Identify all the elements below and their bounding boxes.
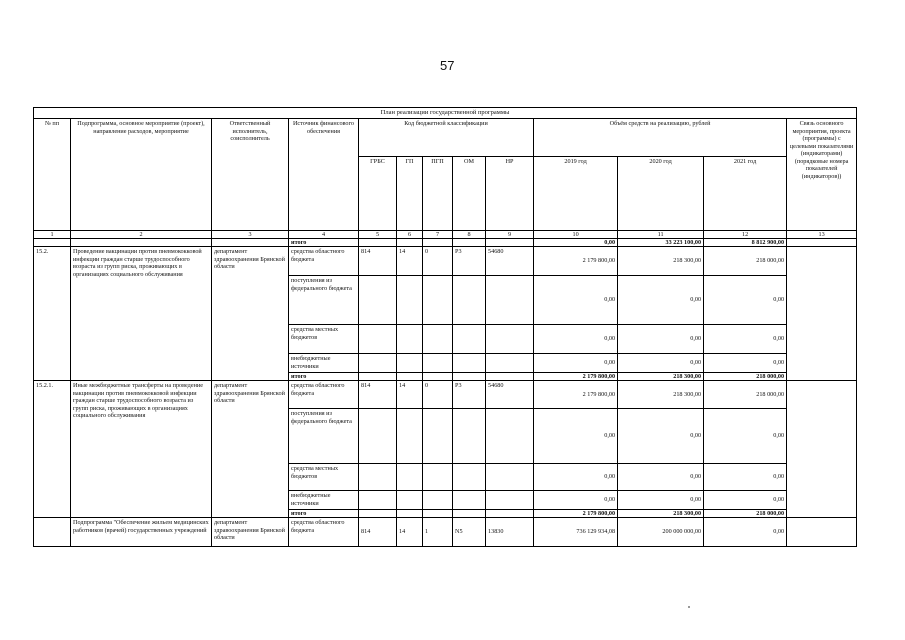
value-2020: 0,00 [618, 491, 704, 510]
col-number: 4 [289, 231, 359, 239]
value-2020: 0,00 [618, 325, 704, 354]
source-total: итого [289, 373, 359, 381]
responsible: департамент здравоохранения Брянской области [212, 518, 289, 547]
value-2021: 0,00 [704, 276, 787, 325]
scan-speck [688, 606, 690, 608]
value-2019: 0,00 [534, 491, 618, 510]
row-number: 15.2.1. [34, 381, 71, 518]
responsible: департамент здравоохранения Брянской области [212, 247, 289, 381]
code-om: Р3 [453, 381, 486, 409]
value-2020: 0,00 [618, 276, 704, 325]
total-2019: 2 179 800,00 [534, 373, 618, 381]
header-nr: НР [486, 157, 534, 231]
col-number: 11 [618, 231, 704, 239]
value-2019: 0,00 [534, 325, 618, 354]
value-2020: 0,00 [618, 354, 704, 373]
header-budget-code: Код бюджетной классификации [359, 119, 534, 157]
value-2021: 0,00 [704, 464, 787, 491]
total-2020: 218 300,00 [618, 373, 704, 381]
header-pgp: ПГП [423, 157, 453, 231]
measure-name: Иные межбюджетные трансферты на проведение вакцинации против пневмококковой инфекции граждан старше трудоспособного возраста из групп риска, проживающих в организациях социального обслуживания [71, 381, 212, 518]
value-2020: 218 300,00 [618, 381, 704, 409]
row-number: 15.2. [34, 247, 71, 381]
code-grbs: 814 [359, 518, 397, 547]
total-2019: 2 179 800,00 [534, 510, 618, 518]
col-number: 7 [423, 231, 453, 239]
value-2020: 200 000 000,00 [618, 518, 704, 547]
code-grbs: 814 [359, 247, 397, 276]
source-extrabudgetary: внебюджетные источники [289, 354, 359, 373]
code-pgp: 0 [423, 381, 453, 409]
header-subprogram: Подпрограмма, основное мероприятие (проект), направление расходов, мероприятие [71, 119, 212, 231]
source-regional: средства областного бюджета [289, 518, 359, 547]
total-2020: 218 300,00 [618, 510, 704, 518]
col-number: 13 [787, 231, 857, 239]
code-gp: 14 [397, 381, 423, 409]
header-link: Связь основного мероприятия, проекта (программы) с целевыми показателями (индикаторами) (порядковые номера показателей (индикаторов)) [787, 119, 857, 231]
code-nr: 54680 [486, 381, 534, 409]
source-federal: поступления из федерального бюджета [289, 409, 359, 464]
value-2019: 0,00 [534, 354, 618, 373]
header-om: ОМ [453, 157, 486, 231]
value-2019: 0,00 [534, 276, 618, 325]
value-2021: 0,00 [704, 325, 787, 354]
source-total: итого [289, 510, 359, 518]
value-2021: 0,00 [704, 491, 787, 510]
value-2019: 736 129 934,08 [534, 518, 618, 547]
col-number: 9 [486, 231, 534, 239]
value-2021: 0,00 [704, 409, 787, 464]
header-volume: Объём средств на реализацию, рублей [534, 119, 787, 157]
col-number: 1 [34, 231, 71, 239]
source-regional: средства областного бюджета [289, 381, 359, 409]
value-2019: 0,00 [534, 409, 618, 464]
value-2020: 0,00 [618, 464, 704, 491]
table-title: План реализации государственной программы [33, 107, 857, 118]
responsible: департамент здравоохранения Брянской области [212, 381, 289, 518]
code-pgp: 0 [423, 247, 453, 276]
col-number: 3 [212, 231, 289, 239]
col-number: 8 [453, 231, 486, 239]
header-2019: 2019 год [534, 157, 618, 231]
value-2019: 0,00 [534, 464, 618, 491]
col-number: 5 [359, 231, 397, 239]
measure-name: Проведение вакцинации против пневмококковой инфекции граждан старше трудоспособного возраста из групп риска, проживающих в организациях социального обслуживания [71, 247, 212, 381]
code-nr: 54680 [486, 247, 534, 276]
header-2020: 2020 год [618, 157, 704, 231]
source-local: средства местных бюджетов [289, 464, 359, 491]
code-gp: 14 [397, 247, 423, 276]
code-pgp: 1 [423, 518, 453, 547]
header-2021: 2021 год [704, 157, 787, 231]
col-number: 12 [704, 231, 787, 239]
value-2019: 2 179 800,00 [534, 381, 618, 409]
source-extrabudgetary: внебюджетные источники [289, 491, 359, 510]
value-2021: 218 000,00 [704, 247, 787, 276]
value-2020: 218 300,00 [618, 247, 704, 276]
code-om: Р3 [453, 247, 486, 276]
code-om: N5 [453, 518, 486, 547]
header-gp: ГП [397, 157, 423, 231]
source-total: итого [289, 239, 359, 247]
subprogram-name: Подпрограмма "Обеспечение жильем медицинских работников (врачей) государственных учреждений [71, 518, 212, 547]
source-federal: поступления из федерального бюджета [289, 276, 359, 325]
total-2021: 8 812 900,00 [704, 239, 787, 247]
value-2021: 218 000,00 [704, 381, 787, 409]
col-number: 10 [534, 231, 618, 239]
col-number: 6 [397, 231, 423, 239]
page-number: 57 [440, 58, 455, 73]
source-local: средства местных бюджетов [289, 325, 359, 354]
total-2021: 218 000,00 [704, 373, 787, 381]
col-number: 2 [71, 231, 212, 239]
header-num: № пп [34, 119, 71, 231]
header-responsible: Ответственный исполнитель, соисполнитель [212, 119, 289, 231]
source-regional: средства областного бюджета [289, 247, 359, 276]
header-grbs: ГРБС [359, 157, 397, 231]
total-2021: 218 000,00 [704, 510, 787, 518]
value-2020: 0,00 [618, 409, 704, 464]
program-plan-table [33, 118, 857, 547]
code-gp: 14 [397, 518, 423, 547]
value-2021: 0,00 [704, 518, 787, 547]
header-source: Источник финансового обеспечения [289, 119, 359, 231]
code-grbs: 814 [359, 381, 397, 409]
value-2021: 0,00 [704, 354, 787, 373]
value-2019: 2 179 800,00 [534, 247, 618, 276]
code-nr: 13830 [486, 518, 534, 547]
total-2020: 33 223 100,00 [618, 239, 704, 247]
total-2019: 0,00 [534, 239, 618, 247]
